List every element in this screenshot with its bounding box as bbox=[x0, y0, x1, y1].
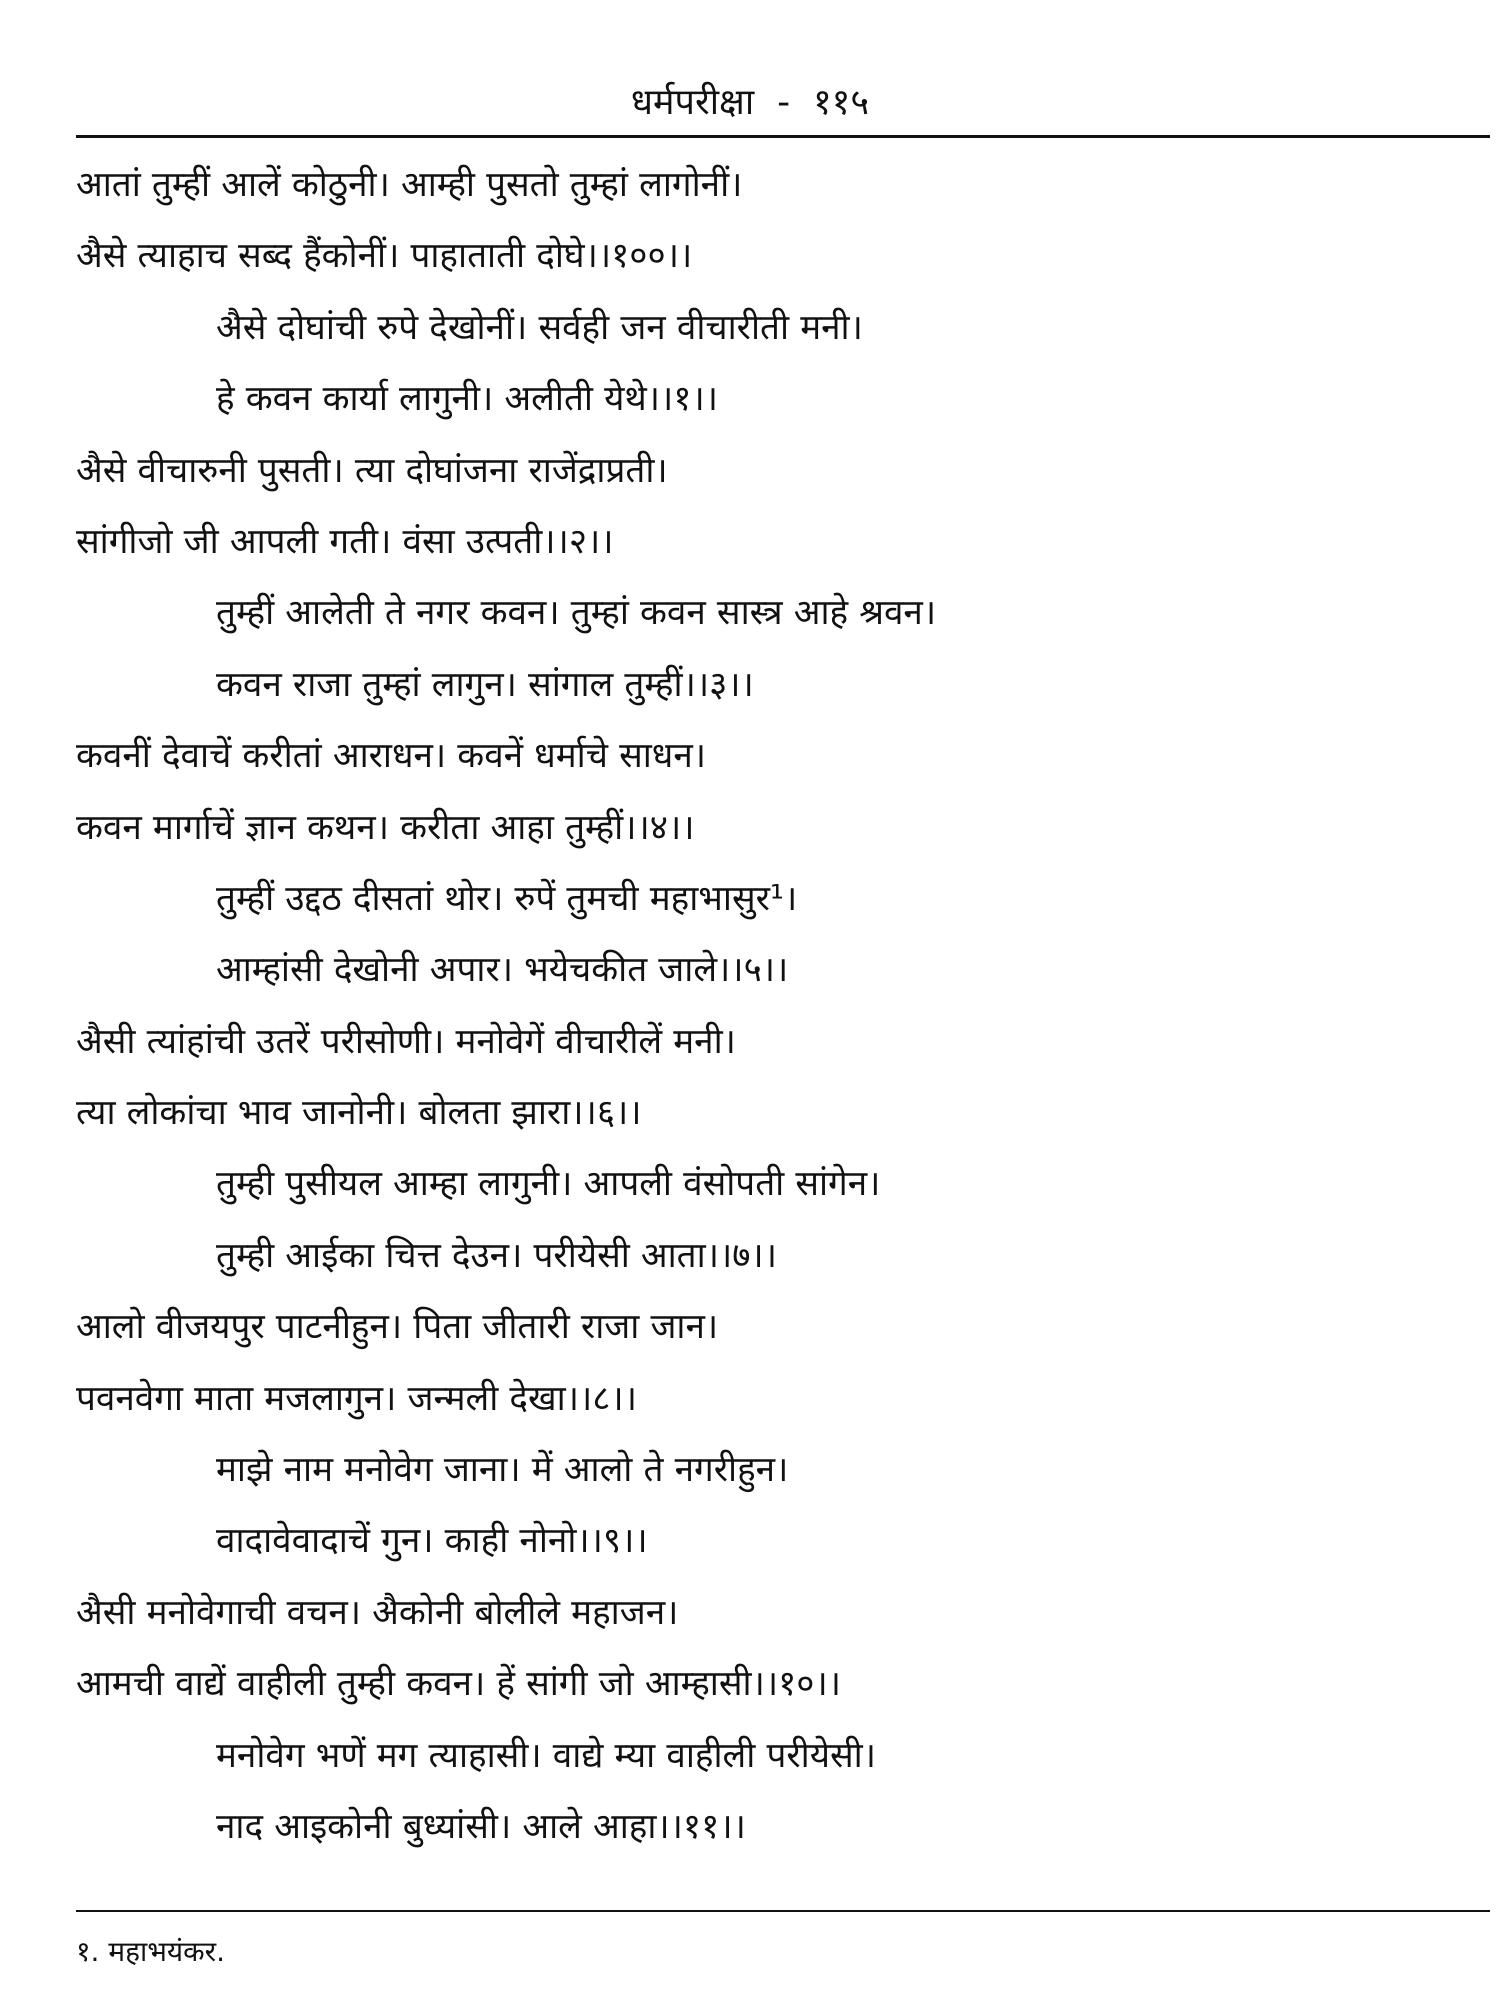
verse-line: आतां तुम्हीं आलें कोठुनी। आम्ही पुसतो तुम्हां लागोनीं। bbox=[76, 165, 743, 205]
header-gap bbox=[754, 82, 777, 123]
header-title: धर्मपरीक्षा bbox=[630, 82, 755, 123]
header-gap bbox=[790, 82, 813, 123]
verse-line: कवनीं देवाचें करीतां आराधन। कवनें धर्माचे साधन। bbox=[76, 736, 707, 777]
verse-line: हे कवन कार्या लागुनी। अलीती येथे।।१।। bbox=[216, 379, 719, 420]
header-separator: - bbox=[777, 82, 791, 123]
verse-line: अैसी मनोवेगाची वचन। अैकोनी बोलीले महाजन। bbox=[76, 1592, 679, 1633]
verse-line: तुम्ही आईका चित्त देउन। परीयेसी आता।।७।। bbox=[216, 1235, 777, 1276]
verse-line: त्या लोकांचा भाव जानोनी। बोलता झारा।।६।। bbox=[76, 1093, 642, 1134]
verse-line: सांगीजो जी आपली गती। वंसा उत्पती।।२।। bbox=[76, 521, 614, 562]
verse-line: अैसे त्याहाच सब्द हैंकोनीं। पाहाताती दोघे।।१००।। bbox=[76, 236, 693, 277]
verse-line: माझे नाम मनोवेग जाना। में आलो ते नगरीहुन। bbox=[216, 1450, 789, 1491]
verse-line: मनोवेग भणें मग त्याहासी। वाद्ये म्या वाहीली परीयेसी। bbox=[216, 1735, 876, 1776]
footnote: १. महाभयंकर. bbox=[76, 1935, 226, 1968]
verse-line: तुम्ही पुसीयल आम्हा लागुनी। आपली वंसोपती सांगेन। bbox=[216, 1164, 881, 1205]
verse-line: कवन राजा तुम्हां लागुन। सांगाल तुम्हीं।।३।। bbox=[216, 664, 754, 705]
running-header bbox=[0, 78, 1500, 128]
verse-line: आम्हांसी देखोनी अपार। भयेचकीत जाले।।५।। bbox=[216, 950, 789, 991]
verse-line: पवनवेगा माता मजलागुन। जन्मली देखा।।८।। bbox=[76, 1378, 637, 1419]
verse-line: नाद आइकोनी बुध्यांसी। आले आहा।।११।। bbox=[216, 1806, 746, 1847]
verse-line: अैसी त्यांहांची उतरें परीसोणी। मनोवेगें वीचारीलें मनी। bbox=[76, 1021, 736, 1062]
verse-line: तुम्हीं आलेती ते नगर कवन। तुम्हां कवन सास्त्र आहे श्रवन। bbox=[216, 593, 937, 634]
verse-line: अैसे वीचारुनी पुसती। त्या दोघांजना राजेंद्राप्रती। bbox=[76, 450, 668, 491]
page-number: ११५ bbox=[812, 82, 870, 123]
verse-line: अैसे दोघांची रुपे देखोनीं। सर्वही जन वीचारीती मनी। bbox=[216, 307, 863, 348]
verse-block bbox=[76, 150, 1456, 1863]
verse-line: कवन मार्गाचें ज्ञान कथन। करीता आहा तुम्हीं।।४।। bbox=[76, 807, 695, 848]
verse-line: वादावेवादाचें गुन। काही नोनो।।९।। bbox=[216, 1521, 648, 1562]
footnote-rule bbox=[76, 1910, 1490, 1912]
header-rule bbox=[76, 135, 1490, 138]
verse-line: आमची वाद्यें वाहीली तुम्ही कवन। हें सांगी जो आम्हासी।।१०।। bbox=[76, 1664, 842, 1705]
verse-line: तुम्हीं उद्दठ दीसतां थोर। रुपें तुमची महाभासुर¹। bbox=[216, 878, 798, 919]
verse-line: आलो वीजयपुर पाटनीहुन। पिता जीतारी राजा जान। bbox=[76, 1307, 719, 1348]
